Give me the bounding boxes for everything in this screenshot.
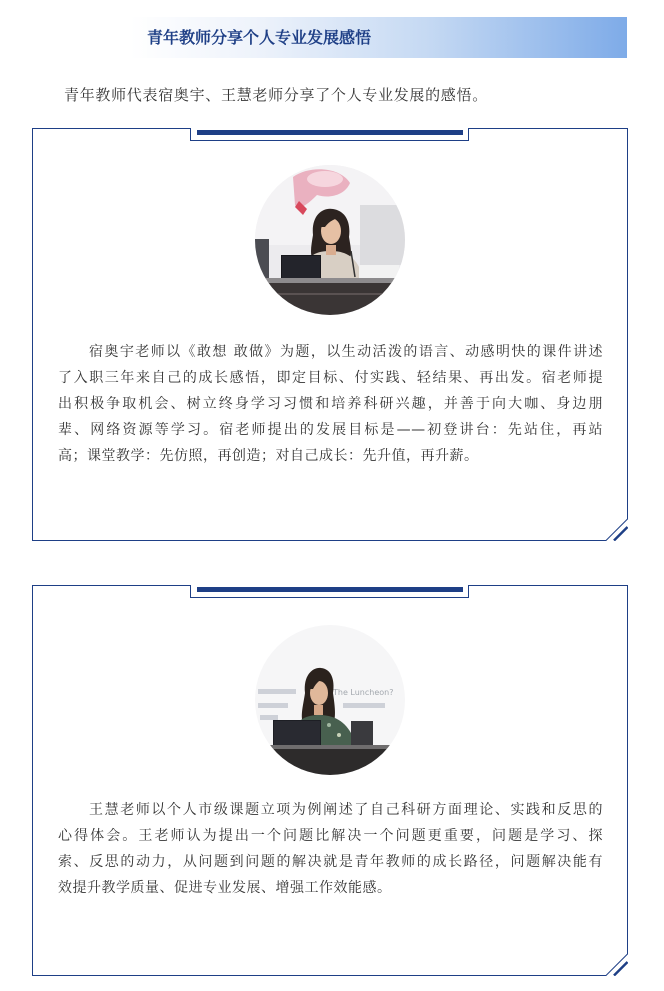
intro-text: 青年教师代表宿奥宇、王慧老师分享了个人专业发展的感悟。: [64, 86, 488, 104]
paragraph-line: 王慧老师以个人市级课题立项为例阐述了自己科研方面理论、实践和反思的: [89, 802, 603, 818]
section-header-banner: [130, 17, 627, 58]
paragraph-line: 效提升教学质量、促进专业发展、增强工作效能感。: [58, 880, 392, 896]
card-top-bar: [197, 587, 463, 592]
paragraph-line: 高；课堂教学：先仿照，再创造；对自己成长：先升值，再升薪。: [58, 448, 479, 464]
section-title: 青年教师分享个人专业发展感悟: [147, 28, 372, 47]
screen-text: The Luncheon?: [333, 688, 394, 697]
card-corner-accent: [614, 527, 628, 541]
paragraph-line: 心得体会。王老师认为提出一个问题比解决一个问题更重要，问题是学习、探: [58, 828, 603, 844]
paragraph-line: 出积极争取机会、树立终身学习习惯和培养科研兴趣，并善于向大咖、身边朋: [58, 396, 603, 412]
speaker-card-1: [32, 128, 628, 541]
card-corner-accent: [614, 962, 628, 976]
speaker-photo-2: [255, 625, 405, 775]
paragraph-line: 宿奥宇老师以《敢想 敢做》为题，以生动活泼的语言、动感明快的课件讲述: [89, 344, 603, 360]
speaker-photo-1: [255, 165, 405, 315]
speaker-card-2: [32, 585, 628, 976]
speaker-1-paragraph: [58, 339, 603, 469]
paragraph-line: 索、反思的动力，从问题到问题的解决就是青年教师的成长路径，问题解决能有: [58, 854, 603, 870]
laptop: [273, 720, 321, 747]
card-top-bar: [197, 130, 463, 135]
paragraph-line: 了入职三年来自己的成长感悟，即定目标、付实践、轻结果、再出发。宿老师提: [58, 370, 603, 386]
speaker-2-paragraph: [58, 797, 603, 901]
laptop: [281, 255, 321, 279]
paragraph-line: 辈、网络资源等学习。宿老师提出的发展目标是——初登讲台：先站住，再站: [58, 422, 603, 438]
